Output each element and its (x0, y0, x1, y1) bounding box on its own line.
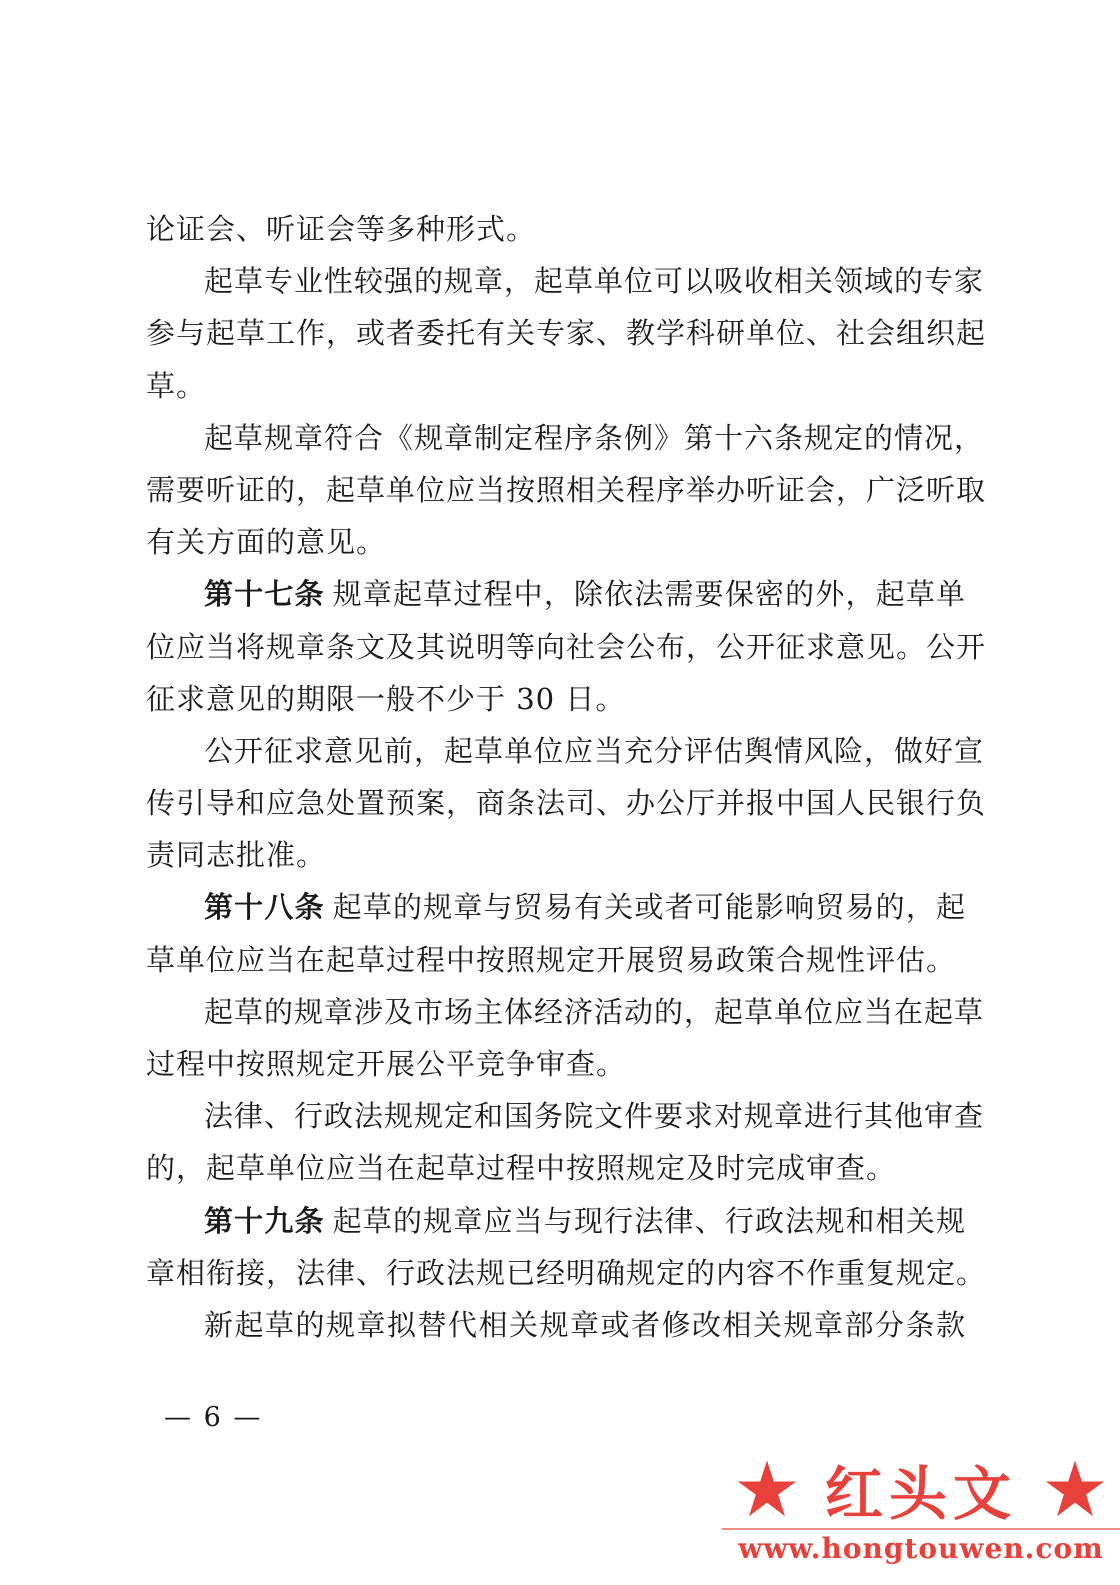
line-text: 传引导和应急处置预案，商条法司、办公厅并报中国人民银行负 (146, 786, 987, 821)
text-line (146, 1142, 966, 1194)
text-line (146, 881, 966, 933)
text-line (146, 621, 987, 673)
line-text: 责同志批准。 (146, 838, 327, 873)
line-text: 规章起草过程中，除依法需要保密的外，起草单 (332, 577, 966, 612)
line-text: 草单位应当在起草过程中按照规定开展贸易政策合规性评估。 (146, 942, 957, 977)
line-text: 起草的规章应当与现行法律、行政法规和相关规 (332, 1203, 966, 1238)
text-line (146, 464, 987, 516)
text-line (146, 777, 987, 829)
line-text: 起草专业性较强的规章，起草单位可以吸收相关领域的专家 (204, 264, 985, 299)
text-line (146, 673, 966, 725)
line-text: 法律、行政法规规定和国务院文件要求对规章进行其他审查 (204, 1099, 985, 1134)
watermark-title: 红头文 (824, 1460, 1017, 1528)
text-line (146, 1247, 987, 1299)
text-line (146, 412, 985, 464)
watermark-title-row (736, 1450, 1106, 1528)
line-text: 公开征求意见前，起草单位应当充分评估舆情风险，做好宣 (204, 733, 985, 768)
article-heading: 第十九条 (204, 1203, 325, 1238)
watermark-divider (722, 1528, 1120, 1530)
text-line (146, 516, 966, 568)
text-line (146, 725, 985, 777)
watermark (722, 1450, 1120, 1585)
line-text: 新起草的规章拟替代相关规章或者修改相关规章部分条款 (204, 1307, 966, 1342)
text-line (146, 986, 985, 1038)
article-heading: 第十七条 (204, 577, 325, 612)
document-body (146, 203, 987, 1351)
text-line (146, 1299, 966, 1351)
line-text: 论证会、听证会等多种形式。 (146, 212, 537, 246)
line-text: 参与起草工作，或者委托有关专家、教学科研单位、社会组织起 (146, 316, 987, 351)
star-icon (1044, 1458, 1106, 1520)
line-text: 的，起草单位应当在起草过程中按照规定及时完成审查。 (146, 1151, 897, 1186)
line-text: 起草的规章与贸易有关或者可能影响贸易的，起 (332, 890, 966, 925)
text-line (146, 829, 966, 881)
line-text: 位应当将规章条文及其说明等向社会公布，公开征求意见。公开 (146, 629, 987, 664)
text-line (146, 1195, 966, 1247)
text-line (146, 1038, 966, 1090)
line-text: 章相衔接，法律、行政法规已经明确规定的内容不作重复规定。 (146, 1255, 987, 1290)
line-text: 有关方面的意见。 (146, 525, 387, 560)
text-line (146, 307, 987, 359)
line-text: 征求意见的期限一般不少于 30 日。 (146, 681, 626, 716)
article-heading: 第十八条 (204, 890, 325, 925)
line-text: 需要听证的，起草单位应当按照相关程序举办听证会，广泛听取 (146, 472, 987, 507)
text-line (146, 203, 966, 255)
text-line (146, 934, 966, 986)
line-text: 起草的规章涉及市场主体经济活动的，起草单位应当在起草 (204, 994, 985, 1029)
line-text: 过程中按照规定开展公平竞争审查。 (146, 1047, 627, 1081)
text-line (146, 568, 966, 620)
line-text: 起草规章符合《规章制定程序条例》第十六条规定的情况， (204, 420, 985, 455)
text-line (146, 255, 985, 307)
watermark-url: www.hongtouwen.com (738, 1532, 1104, 1565)
line-text: 草。 (146, 368, 207, 403)
text-line (146, 360, 966, 412)
page-number: — 6 — (164, 1402, 263, 1433)
text-line (146, 1090, 985, 1142)
star-icon (736, 1458, 798, 1520)
